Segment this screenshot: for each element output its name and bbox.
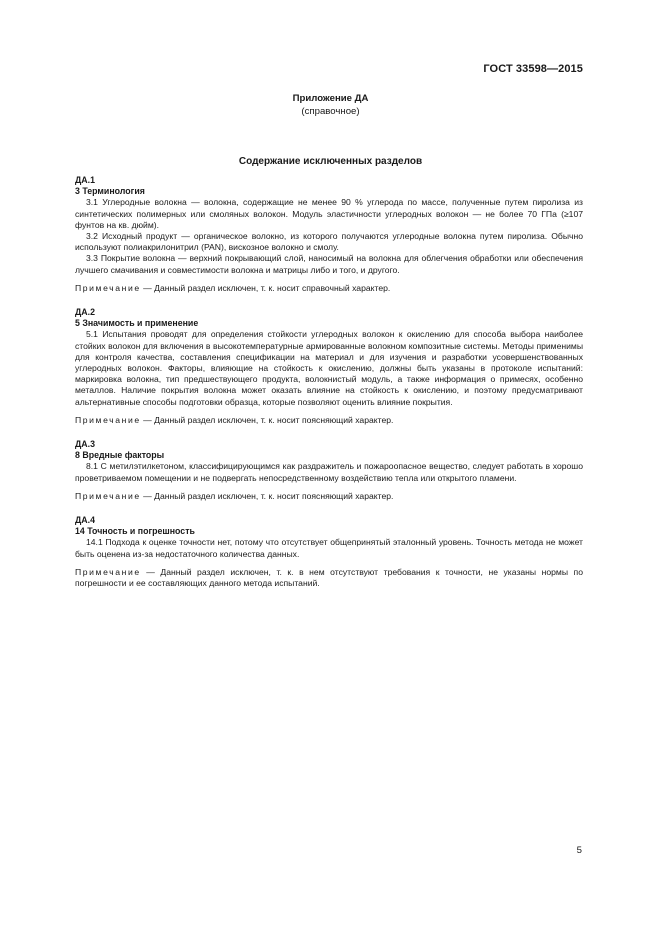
section-code: ДА.4 — [75, 515, 95, 526]
note — [75, 491, 583, 502]
note-label: Примечание — [75, 490, 141, 501]
note-text: — Данный раздел исключен, т. к. носит поясняющий характер. — [140, 490, 394, 501]
note-text: — Данный раздел исключен, т. к. носит справочный характер. — [140, 282, 391, 293]
note-label: Примечание — [75, 566, 141, 577]
section-code: ДА.2 — [75, 307, 95, 318]
annex-subtitle: (справочное) — [301, 105, 360, 117]
paragraph: 3.2 Исходный продукт — органическое волокно, из которого получаются углеродные волокна путем пиролиза. Обычно используют полиакрилонитрил (PAN), вискозное волокно и смолу. — [75, 231, 583, 253]
section-da4 — [75, 515, 583, 589]
section-da2 — [75, 307, 583, 426]
section-title: 5 Значимость и применение — [75, 318, 199, 329]
note-label: Примечание — [75, 414, 141, 425]
section-title: 3 Терминология — [75, 186, 145, 197]
paragraph: 3.1 Углеродные волокна — волокна, содержащие не менее 90 % углерода по массе, полученные путем пиролиза из синтетических полимерных или смоляных волокон. Модуль эластичности углеродных волокон — не более 70 ГПа (≥107 фунтов на кв. дюйм). — [75, 197, 583, 230]
section-code: ДА.3 — [75, 439, 95, 450]
page-number: 5 — [576, 845, 582, 856]
annex-block — [0, 93, 661, 118]
content — [75, 175, 583, 589]
note-text: — Данный раздел исключен, т. к. в нем отсутствуют требования к точности, не указаны нормы по погрешности и ее составляющих данного метода испытаний. — [75, 566, 583, 589]
paragraph: 5.1 Испытания проводят для определения стойкости углеродных волокон к окислению для способа выбора наиболее стойких волокон для включения в высокотемпературные армированные волокном композитные системы. Методы применимы для контроля качества, составления спецификации на материал и для изучения и разработки усовершенствованных углеродных волокон. Факторы, влияющие на стойкость к окислению, должны быть указаны в протоколе испытаний: маркировка волокна, тип предшествующего продукта, волокнистый модуль, а также информация о примесях, особенно металлов. Наличие покрытия волокна может оказать влияние на стойкость к окислению, и поэтому предусматривают альтернативные способы подготовки образца, которые позволяют оценить влияние покрытия. — [75, 329, 583, 407]
paragraph: 3.3 Покрытие волокна — верхний покрывающий слой, наносимый на волокна для облегчения обработки или обеспечения лучшего смачивания и совместимости волокна и матрицы либо и того, и другого. — [75, 253, 583, 275]
section-heading: Содержание исключенных разделов — [238, 156, 423, 167]
section-da1 — [75, 175, 583, 294]
section-code: ДА.1 — [75, 175, 95, 185]
note — [75, 415, 583, 426]
note — [75, 283, 583, 294]
note — [75, 567, 583, 589]
note-label: Примечание — [75, 282, 141, 293]
paragraph: 14.1 Подхода к оценке точности нет, потому что отсутствует общепринятый эталонный уровень. Точность метода не может быть оценена из-за недостаточного количества данных. — [75, 537, 583, 559]
standard-number: ГОСТ 33598—2015 — [483, 63, 583, 75]
section-da3 — [75, 439, 583, 502]
section-title: 8 Вредные факторы — [75, 450, 165, 461]
section-title: 14 Точность и погрешность — [75, 526, 195, 537]
paragraph: 8.1 С метилэтилкетоном, классифицирующимся как раздражитель и пожароопасное вещество, следует работать в хорошо проветриваемом помещении и не подвергать непосредственному воздействию тепла или открытого пламени. — [75, 461, 583, 483]
note-text: — Данный раздел исключен, т. к. носит поясняющий характер. — [140, 414, 394, 425]
annex-title: Приложение ДА — [292, 93, 369, 104]
